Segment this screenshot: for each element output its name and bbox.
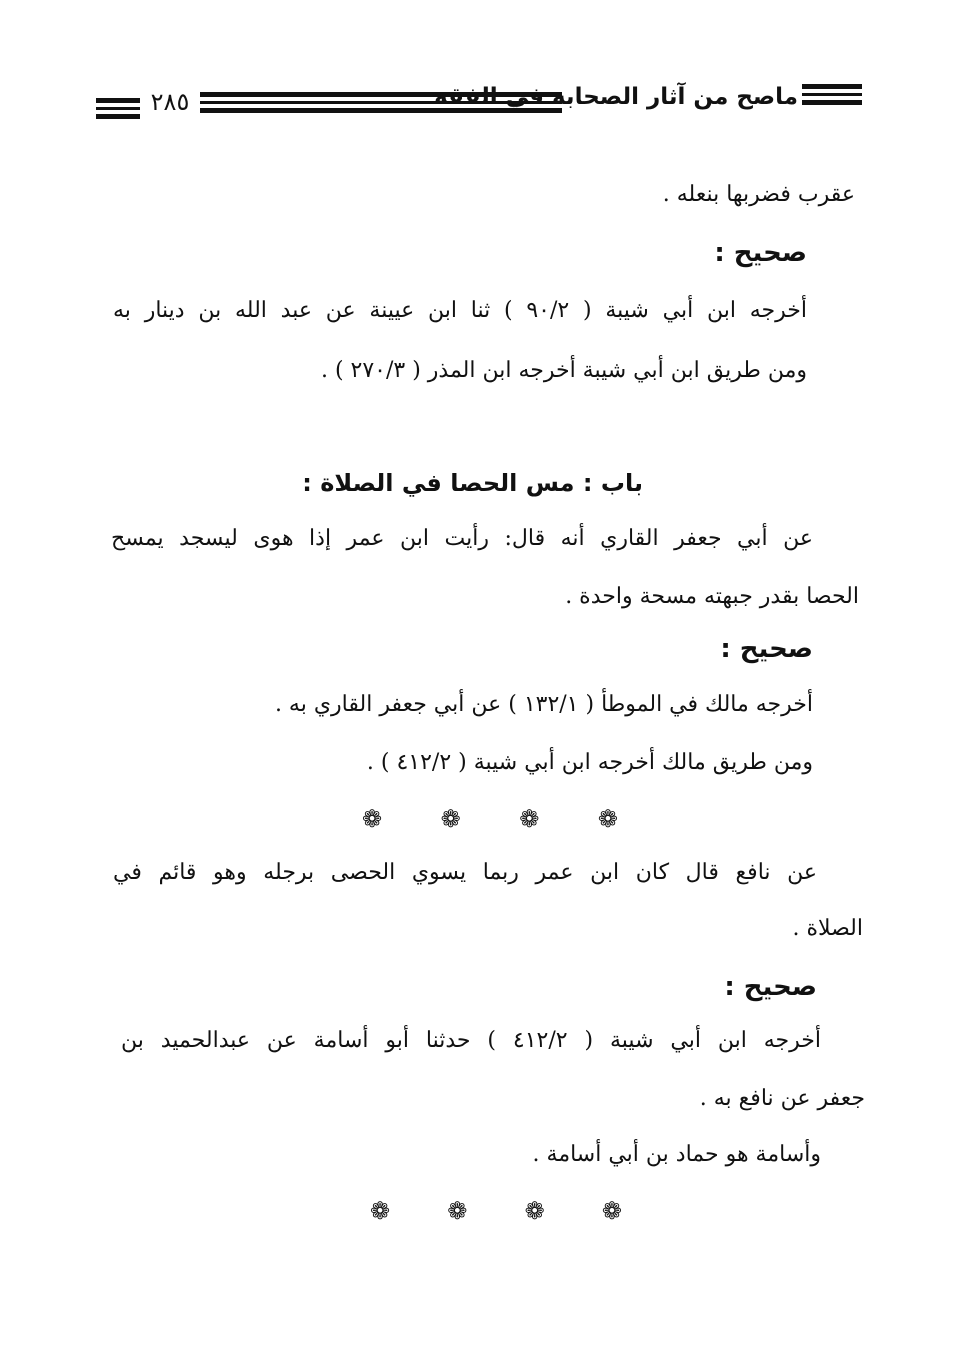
flower-ornament-icon: ❁ xyxy=(597,805,618,833)
text-line: الحصا بقدر جبهته مسحة واحدة . xyxy=(565,584,859,609)
flower-ornament-icon: ❁ xyxy=(601,1197,622,1225)
flower-ornament-icon: ❁ xyxy=(440,805,461,833)
running-title: ماصح من آثار الصحابة في الفقه xyxy=(434,84,798,110)
text-line: عن نافع قال كان ابن عمر ربما يسوي الحصى برجله وهو قائم في xyxy=(113,860,817,885)
flower-ornament-icon: ❁ xyxy=(362,805,383,833)
flower-ornament-icon: ❁ xyxy=(370,1197,391,1225)
text-line: وأسامة هو حماد بن أبي أسامة . xyxy=(532,1142,821,1167)
text-line: الصلاة . xyxy=(792,916,863,941)
text-line: جعفر عن نافع به . xyxy=(699,1086,865,1111)
page-number: ٢٨٥ xyxy=(150,88,190,116)
grading-heading: صحيح : xyxy=(714,238,807,268)
chapter-title: باب : مس الحصا في الصلاة : xyxy=(302,469,643,497)
text-line: عقرب فضربها بنعله . xyxy=(662,182,855,207)
grading-heading: صحيح : xyxy=(724,972,817,1002)
grading-heading: صحيح : xyxy=(720,634,813,664)
flower-ornament-icon: ❁ xyxy=(519,805,540,833)
running-header xyxy=(96,82,862,120)
flower-ornament-icon: ❁ xyxy=(447,1197,468,1225)
text-line: أخرجه ابن أبي شيبة ( ٩٠/٢ ) ثنا ابن عيينة عن عبد الله بن دينار به xyxy=(113,298,807,323)
text-line: أخرجه مالك في الموطأ ( ١٣٢/١ ) عن أبي جعفر القاري به . xyxy=(274,692,813,717)
header-rule-right xyxy=(802,84,862,109)
section-divider xyxy=(362,804,618,834)
text-line: أخرجه ابن أبي شيبة ( ٤١٢/٢ ) حدثنا أبو أسامة عن عبدالحميد بن xyxy=(121,1028,822,1053)
text-line: ومن طريق ابن أبي شيبة أخرجه ابن المذر ( ٢٧٠/٣ ) . xyxy=(320,358,807,383)
header-rule-left xyxy=(96,98,140,123)
flower-ornament-icon: ❁ xyxy=(524,1197,545,1225)
section-divider xyxy=(370,1196,622,1226)
text-line: ومن طريق مالك أخرجه ابن أبي شيبة ( ٤١٢/٢ ) . xyxy=(366,750,813,775)
text-line: عن أبي جعفر القاري أنه قال: رأيت ابن عمر إذا هوى ليسجد يمسح xyxy=(111,526,813,551)
